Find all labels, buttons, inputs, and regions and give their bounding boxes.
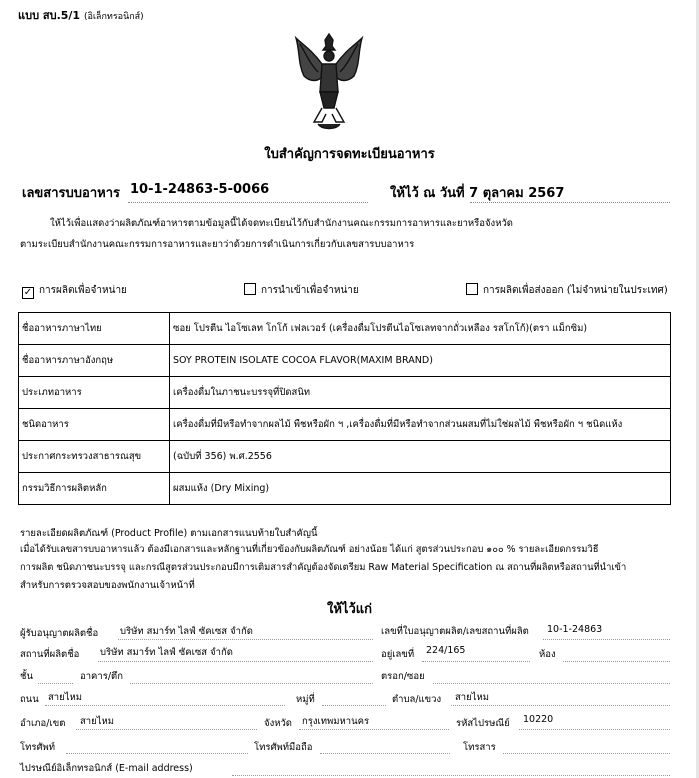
- form-code-sub: (อิเล็กทรอนิกส์): [83, 12, 144, 22]
- document-title: ใบสำคัญการจดทะเบียนอาหาร: [264, 147, 435, 162]
- table-row: ชื่ออาหารภาษาอังกฤษ SOY PROTEIN ISOLATE COCOA FLAVOR(MAXIM BRAND): [19, 345, 671, 377]
- district-value: สายไหม: [80, 716, 115, 727]
- subdistrict-value: สายไหม: [455, 692, 490, 703]
- issued-to-heading: ให้ไว้แก่: [326, 602, 372, 617]
- checkbox-export[interactable]: การผลิตเพื่อส่งออก (ไม่จำหน่ายในประเทศ): [466, 283, 668, 298]
- profile-line-1: รายละเอียดผลิตภัณฑ์ (Product Profile) ตามเอกสารแนบท้ายใบสำคัญนี้: [20, 528, 318, 539]
- place-value: บริษัท สมาร์ท ไลฟ์ ซัคเซส จำกัด: [100, 647, 233, 658]
- license-number-label: เลขที่ใบอนุญาตผลิต/เลขสถานที่ผลิต: [381, 626, 529, 637]
- address-number-label: อยู่เลขที่: [381, 649, 415, 660]
- building-label: อาคาร/ตึก: [80, 671, 123, 682]
- license-number-value: 10-1-24863: [547, 624, 603, 635]
- issue-date-underline: [470, 202, 670, 203]
- moo-label: หมู่ที่: [296, 694, 315, 705]
- room-label: ห้อง: [539, 649, 556, 660]
- road-value: สายไหม: [48, 692, 83, 703]
- intro-line-1: ให้ไว้เพื่อแสดงว่าผลิตภัณฑ์อาหารตามข้อมูลนี้ได้จดทะเบียนไว้กับสำนักงานคณะกรรมการอาหารและยาหรือจังหวัด: [50, 218, 513, 229]
- phone-label: โทรศัพท์: [20, 742, 56, 753]
- province-label: จังหวัด: [264, 718, 292, 729]
- issue-date: ให้ไว้ ณ วันที่ 7 ตุลาคม 2567: [390, 186, 565, 201]
- postal-value: 10220: [523, 714, 554, 725]
- food-number-value: 10-1-24863-5-0066: [130, 182, 270, 197]
- floor-label: ชั้น: [20, 671, 33, 682]
- checkbox-empty-icon: [244, 283, 256, 295]
- form-code: แบบ สบ.5/1 (อิเล็กทรอนิกส์): [18, 9, 144, 22]
- licensee-label: ผู้รับอนุญาตผลิตชื่อ: [20, 628, 99, 639]
- table-row: ชื่ออาหารภาษาไทย ซอย โปรตีน ไอโซเลท โกโก้ เฟลเวอร์ (เครื่องดื่มโปรตีนไอโซเลทจากถั่วเหลือง รสโกโก้)(ตรา แม็กซิม): [19, 313, 671, 345]
- checkbox-checked-icon: ✓: [23, 287, 33, 298]
- table-row: ชนิดอาหาร เครื่องดื่มที่มีหรือทำจากผลไม้ พืชหรือผัก ฯ ,เครื่องดื่มที่มีหรือทำจากส่วนผสมที่ไม่ใช่ผลไม้ พืชหรือผัก ฯ ชนิดแห้ง: [19, 409, 671, 441]
- email-label: ไปรษณีย์อิเล็กทรอนิกส์ (E-mail address): [20, 763, 193, 774]
- profile-line-2: เมื่อได้รับเลขสารบบอาหารแล้ว ต้องมีเอกสารและหลักฐานที่เกี่ยวข้องกับผลิตภัณฑ์ อย่างน้อย ได้แก่ สูตรส่วนประกอบ ๑๐๐ % รายละเอียดกรรมวิธี: [20, 544, 599, 555]
- subdistrict-label: ตำบล/แขวง: [392, 694, 442, 705]
- food-number-label: เลขสารบบอาหาร: [22, 186, 120, 201]
- profile-line-3: การผลิต ชนิดภาชนะบรรจุ และกรณีสูตรส่วนประกอบมีการเติมสารสำคัญต้องจัดเตรียม Raw Material Specification ณ สถานที่ผลิตหรือสถานที่นำเข้า: [20, 562, 627, 573]
- profile-line-4: สำหรับการตรวจสอบของพนักงานเจ้าหน้าที่: [20, 580, 195, 591]
- food-info-table: [18, 312, 671, 505]
- table-row: ประกาศกระทรวงสาธารณสุข (ฉบับที่ 356) พ.ศ.2556: [19, 441, 671, 473]
- checkbox-manufacture-sale[interactable]: ✓ การผลิตเพื่อจำหน่าย: [23, 285, 127, 298]
- table-row: ประเภทอาหาร เครื่องดื่มในภาชนะบรรจุที่ปิดสนิท: [19, 377, 671, 409]
- garuda-emblem-icon: [292, 30, 366, 134]
- road-label: ถนน: [20, 694, 39, 705]
- food-number-underline: [128, 202, 368, 203]
- checkbox-import-sale[interactable]: การนำเข้าเพื่อจำหน่าย: [244, 283, 359, 298]
- place-label: สถานที่ผลิตชื่อ: [20, 649, 80, 660]
- alley-label: ตรอก/ซอย: [381, 671, 425, 682]
- checkbox-empty-icon: [466, 283, 478, 295]
- table-row: กรรมวิธีการผลิตหลัก ผสมแห้ง (Dry Mixing): [19, 473, 671, 505]
- mobile-label: โทรศัพท์มือถือ: [254, 742, 313, 753]
- address-number-value: 224/165: [426, 645, 466, 656]
- fax-label: โทรสาร: [463, 742, 496, 753]
- province-value: กรุงเทพมหานคร: [302, 716, 370, 727]
- licensee-value: บริษัท สมาร์ท ไลฟ์ ซัคเซส จำกัด: [120, 626, 253, 637]
- postal-label: รหัสไปรษณีย์: [456, 718, 510, 729]
- intro-line-2: ตามระเบียบสำนักงานคณะกรรมการอาหารและยาว่าด้วยการดำเนินการเกี่ยวกับเลขสารบบอาหาร: [20, 239, 415, 250]
- district-label: อำเภอ/เขต: [20, 718, 66, 729]
